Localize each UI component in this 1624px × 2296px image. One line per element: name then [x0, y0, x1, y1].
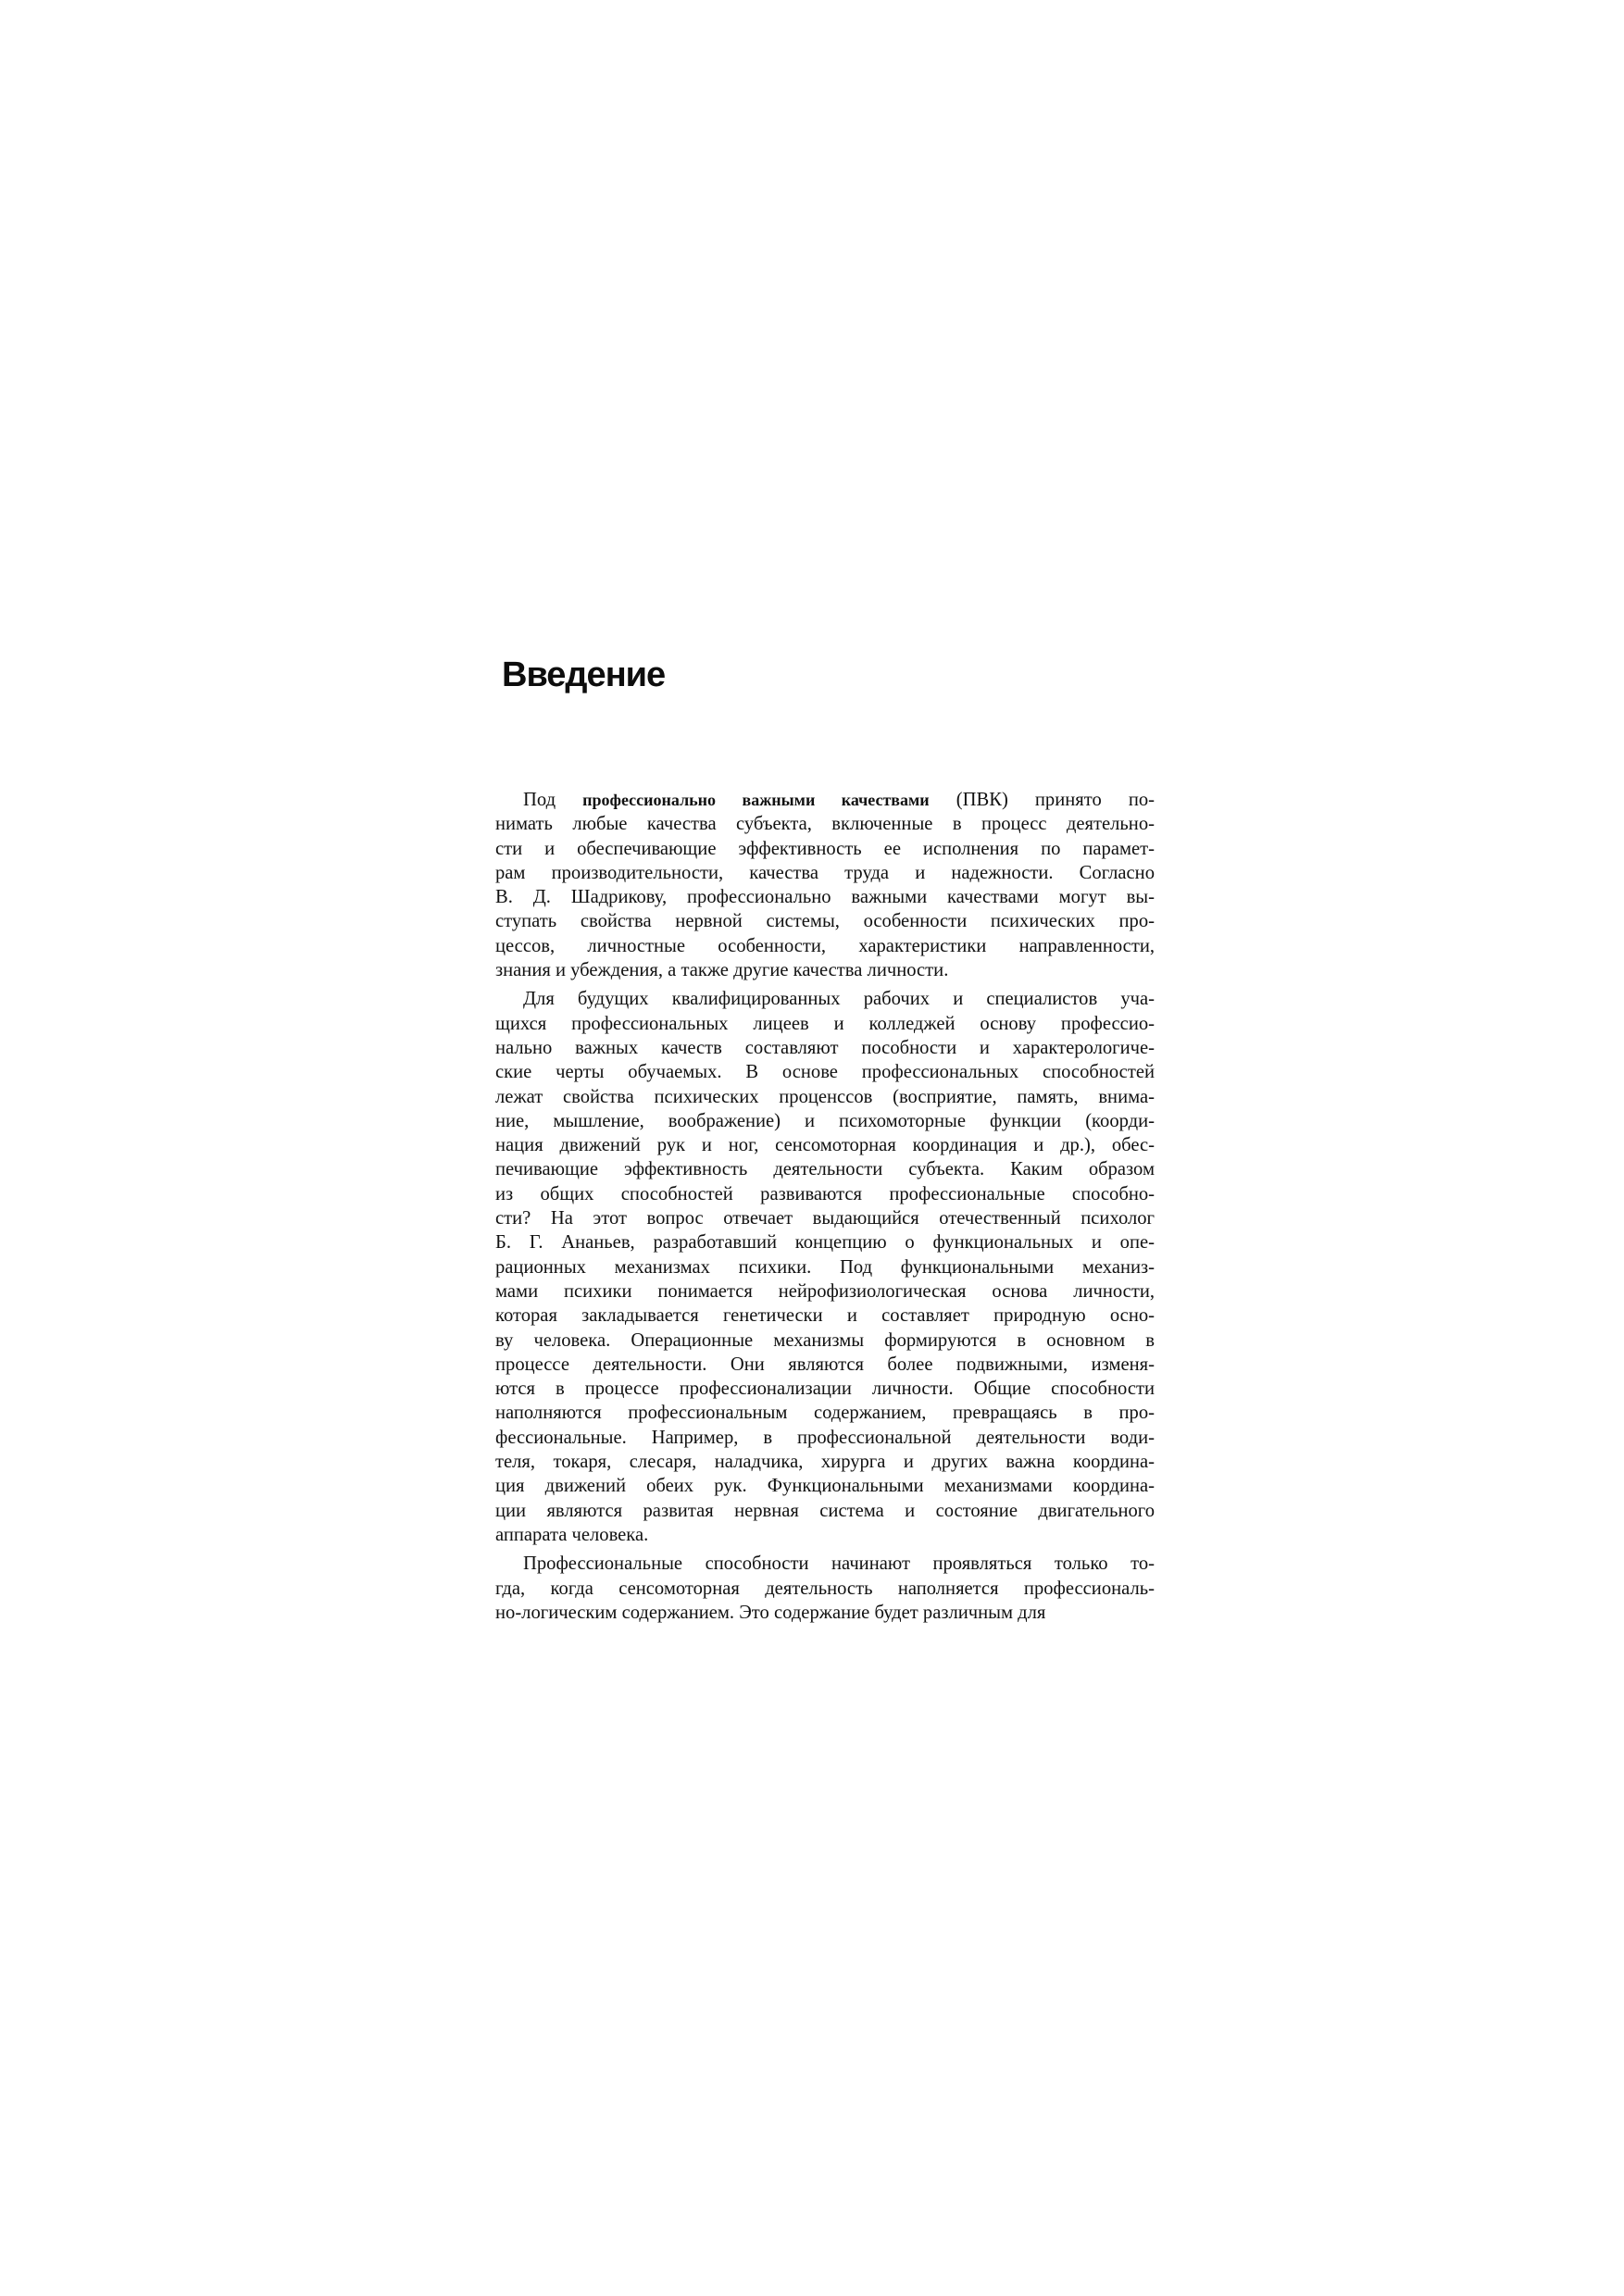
text-run: щихся профессиональных лицеев и колледжей основу профессио- [495, 1013, 1155, 1034]
text-run: Под [523, 790, 583, 810]
text-run: ция движений обеих рук. Функциональными механизмами координа- [495, 1476, 1155, 1497]
text-line [495, 1085, 1155, 1109]
text-run: из общих способностей развиваются профессиональные способно- [495, 1183, 1155, 1204]
text-run: В. Д. Шадрикову, профессионально важными качествами могут вы- [495, 887, 1155, 908]
text-run: Б. Г. Ананьев, разработавший концепцию о функциональных и опе- [495, 1232, 1155, 1254]
text-line [495, 812, 1155, 836]
text-run: ву человека. Операционные механизмы формируются в основном в [495, 1329, 1155, 1351]
text-line [495, 1499, 1155, 1523]
text-line [495, 1279, 1155, 1304]
text-run: процессе деятельности. Они являются более подвижными, изменя- [495, 1354, 1155, 1375]
text-line [495, 1601, 1155, 1625]
paragraph [495, 788, 1155, 982]
text-line [495, 987, 1155, 1011]
text-run: которая закладывается генетически и составляет природную осно- [495, 1305, 1155, 1327]
text-run: мами психики понимается нейрофизиологическая основа личности, [495, 1280, 1155, 1302]
text-run: рам производительности, качества труда и надежности. Согласно [495, 862, 1155, 883]
text-line [495, 1450, 1155, 1474]
text-line [495, 1329, 1155, 1353]
text-run: аппарата человека. [495, 1524, 649, 1545]
text-run: (ПВК) принято по- [929, 790, 1155, 810]
text-run: знания и убеждения, а также другие качества личности. [495, 960, 949, 981]
text-line [495, 958, 1155, 982]
text-line [495, 1353, 1155, 1377]
text-line [495, 1060, 1155, 1084]
text-run: наполняются профессиональным содержанием, превращаясь в про- [495, 1403, 1155, 1424]
text-line [495, 1474, 1155, 1498]
text-run: цессов, личностные особенности, характеристики направленности, [495, 935, 1155, 956]
text-line [495, 1401, 1155, 1425]
text-line [495, 1133, 1155, 1157]
text-run: печивающие эффективность деятельности субъекта. Каким образом [495, 1159, 1155, 1180]
text-run: нально важных качеств составляют пособности и характерологиче- [495, 1037, 1155, 1058]
paragraph [495, 987, 1155, 1547]
text-run: ские черты обучаемых. В основе профессиональных способностей [495, 1062, 1155, 1083]
text-run: лежат свойства психических проценссов (восприятие, память, внима- [495, 1086, 1155, 1107]
text-run: рационных механизмах психики. Под функциональными механиз- [495, 1256, 1155, 1278]
text-run: сти? На этот вопрос отвечает выдающийся отечественный психолог [495, 1208, 1155, 1229]
text-line [495, 1523, 1155, 1547]
text-run: теля, токаря, слесаря, наладчика, хирурга и других важна координа- [495, 1452, 1155, 1473]
text-run: Профессиональные способности начинают проявляться только то- [523, 1554, 1155, 1575]
text-run: ции являются развитая нервная система и состояние двигательного [495, 1500, 1155, 1521]
text-run: сти и обеспечивающие эффективность ее исполнения по парамет- [495, 838, 1155, 859]
paragraph [495, 1552, 1155, 1625]
text-line [495, 1157, 1155, 1181]
text-line [495, 934, 1155, 958]
bold-term: профессионально важными качествами [582, 791, 930, 809]
text-run: но-логическим содержанием. Это содержание будет различным для [495, 1602, 1046, 1623]
text-run: фессиональные. Например, в профессиональной деятельности води- [495, 1427, 1155, 1448]
body-text [495, 788, 1155, 1629]
chapter-heading: Введение [502, 655, 666, 694]
text-line [495, 885, 1155, 909]
text-line [495, 1426, 1155, 1450]
text-run: нация движений рук и ног, сенсомоторная координация и др.), обес- [495, 1135, 1155, 1156]
text-line [495, 1012, 1155, 1036]
text-line [495, 1255, 1155, 1279]
text-line [495, 1304, 1155, 1328]
text-line [495, 1577, 1155, 1601]
text-line [495, 1206, 1155, 1230]
text-line [495, 788, 1155, 812]
text-line [495, 861, 1155, 885]
text-line [495, 837, 1155, 861]
text-run: нимать любые качества субъекта, включенные в процесс деятельно- [495, 814, 1155, 835]
text-line [495, 1036, 1155, 1060]
text-run: ступать свойства нервной системы, особенности психических про- [495, 911, 1155, 932]
text-line [495, 1182, 1155, 1206]
text-line [495, 909, 1155, 933]
text-run: ются в процессе профессионализации личности. Общие способности [495, 1379, 1155, 1400]
text-line [495, 1552, 1155, 1576]
text-run: гда, когда сенсомоторная деятельность наполняется профессиональ- [495, 1578, 1155, 1599]
text-line [495, 1377, 1155, 1401]
text-run: Для будущих квалифицированных рабочих и специалистов уча- [523, 989, 1155, 1010]
text-line [495, 1230, 1155, 1254]
text-line [495, 1109, 1155, 1133]
text-run: ние, мышление, воображение) и психомоторные функции (коорди- [495, 1110, 1155, 1131]
